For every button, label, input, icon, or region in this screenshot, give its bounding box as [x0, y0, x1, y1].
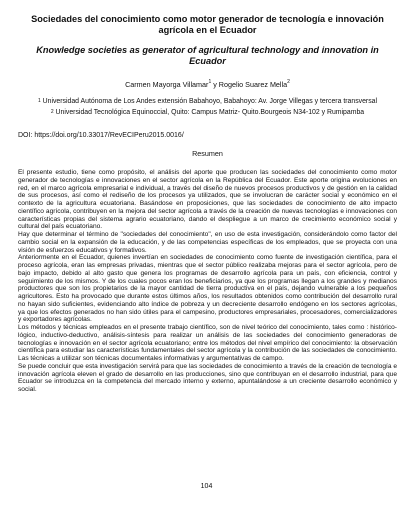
author-1-sup: 1 — [208, 79, 212, 85]
author-2-sup: 2 — [287, 79, 290, 85]
abstract-heading: Resumen — [192, 149, 223, 159]
affiliation-2 — [18, 109, 397, 118]
author-1: Carmen Mayorga Villamar — [125, 80, 209, 89]
affiliation-1-text: Universidad Autónoma de Los Andes extensión Babahoyo, Babahoyo: Av. Jorge Villegas y tercera transversal — [40, 98, 378, 105]
abstract-paragraph: Se puede concluir que esta investigación servirá para que las sociedades de conocimiento a través de la creación de tecnología e innovación agrícola eleven el grado de desarrollo en las producciones, sino que contribuyan en el desarrollo industrial, para que Ecuador se introduzca en la competencia del mercado interno y externo, apuntalándose a un creciente desarrollo económico y social. — [18, 362, 397, 394]
title-spanish: Sociedades del conocimiento como motor generador de tecnología e innovación agrícola en el Ecuador — [31, 14, 384, 35]
abstract-paragraph: El presente estudio, tiene como propósito, el análisis del aporte que producen las sociedades del conocimiento como motor generador de tecnologías e innovaciones en el sector agrícola en la República del Ecuador. Este aporte origina evoluciones en red, en el marco agrícola empresarial e individual, a través del diseño de nuevos procesos productivos y de gestión en la calidad de sus procesos, así como el rediseño de los procesos ya utilizados, que se involucran de carácter social y económico en el contexto de la agricultura ecuatoriana. Basándose en proposiciones, que las sociedades de conocimiento de alto impacto científico agrícola, contribuyen en la mejora del sector agrícola a través de la creación de nuevas tecnologías e innovaciones con características propias del sistema agrario ecuatoriano, dando el despliegue a un marco de crecimiento económico social y cultural del país ecuatoriano. — [18, 169, 397, 231]
affiliation-1 — [18, 98, 397, 107]
page-number: 104 — [200, 483, 213, 490]
doi-line: DOI: https://doi.org/10.33017/RevECIPeru2015.0016/ — [18, 132, 184, 140]
abstract-paragraph: Anteriormente en el Ecuador, quienes invertían en sociedades de conocimiento como fuente de investigación científica, para el proceso agrícola, eran las empresas privadas, mientras que el sector público realizaba mejoras para el sector agrícola, pero de bajo impacto, debido al alto gasto que genera los programas de desarrollo agrícola para un país, con eficiencia, control y seguimiento de los mismos. Y de los cuales pocos eran los beneficiarios, ya que los programas llegan a los grandes y medianos productores que son los propietarios de la mayor cantidad de tierra productiva en el país, dejando vulnerable a los pequeños agricultores. Esto ha provocado que durante estos últimos años, los resultados obtenidos como contribución del desarrollo rural no hayan sido suficientes, evidenciando alto índice de pobreza y un decreciente desarrollo endógeno en los sectores agrícolas, ya que los efectos generados no han sido útiles para el campesino, productores empresariales, procesadores, comercializadores y exportadores agrícolas. — [18, 254, 397, 324]
affiliation-2-text: Universidad Tecnológica Equinoccial, Quito: Campus Matriz- Quito.Bourgeois N34-102 y Rumipamba — [53, 108, 365, 116]
affiliation-2-sup: 2 — [50, 108, 54, 115]
affiliation-1-sup: 1 — [37, 98, 41, 104]
title-english: Knowledge societies as generator of agricultural technology and innovation in Ecuador — [36, 45, 379, 66]
authors-line — [18, 80, 397, 89]
author-2: y Rogelio Suarez Mella — [211, 80, 288, 89]
abstract-paragraph: Los métodos y técnicas empleados en el presente trabajo científico, son de nivel teórico del conocimiento, tales como : histórico-lógico, inductivo-deductivo, análisis-síntesis para realizar un análisis de las sociedades del conocimiento generadoras de tecnologías e innovación en el sector agrícola ecuatoriano; entre los métodos del nivel empírico del conocimiento: la observación científica para estudiar las características fundamentales del sector agrícola y la contribución de las sociedades de conocimiento. Las técnicas a utilizar son técnicas documentales informativas y argumentativas de campo. — [18, 324, 397, 363]
abstract-paragraph: Hay que determinar el término de "sociedades del conocimiento", en uso de esta investigación, considerándolo como factor del cambio social en la expansión de la educación, y de las competencias específicas de los empleados, que se proyecta con una visión de esfuerzos educativos y formativos. — [18, 231, 397, 254]
abstract-body — [18, 169, 397, 394]
